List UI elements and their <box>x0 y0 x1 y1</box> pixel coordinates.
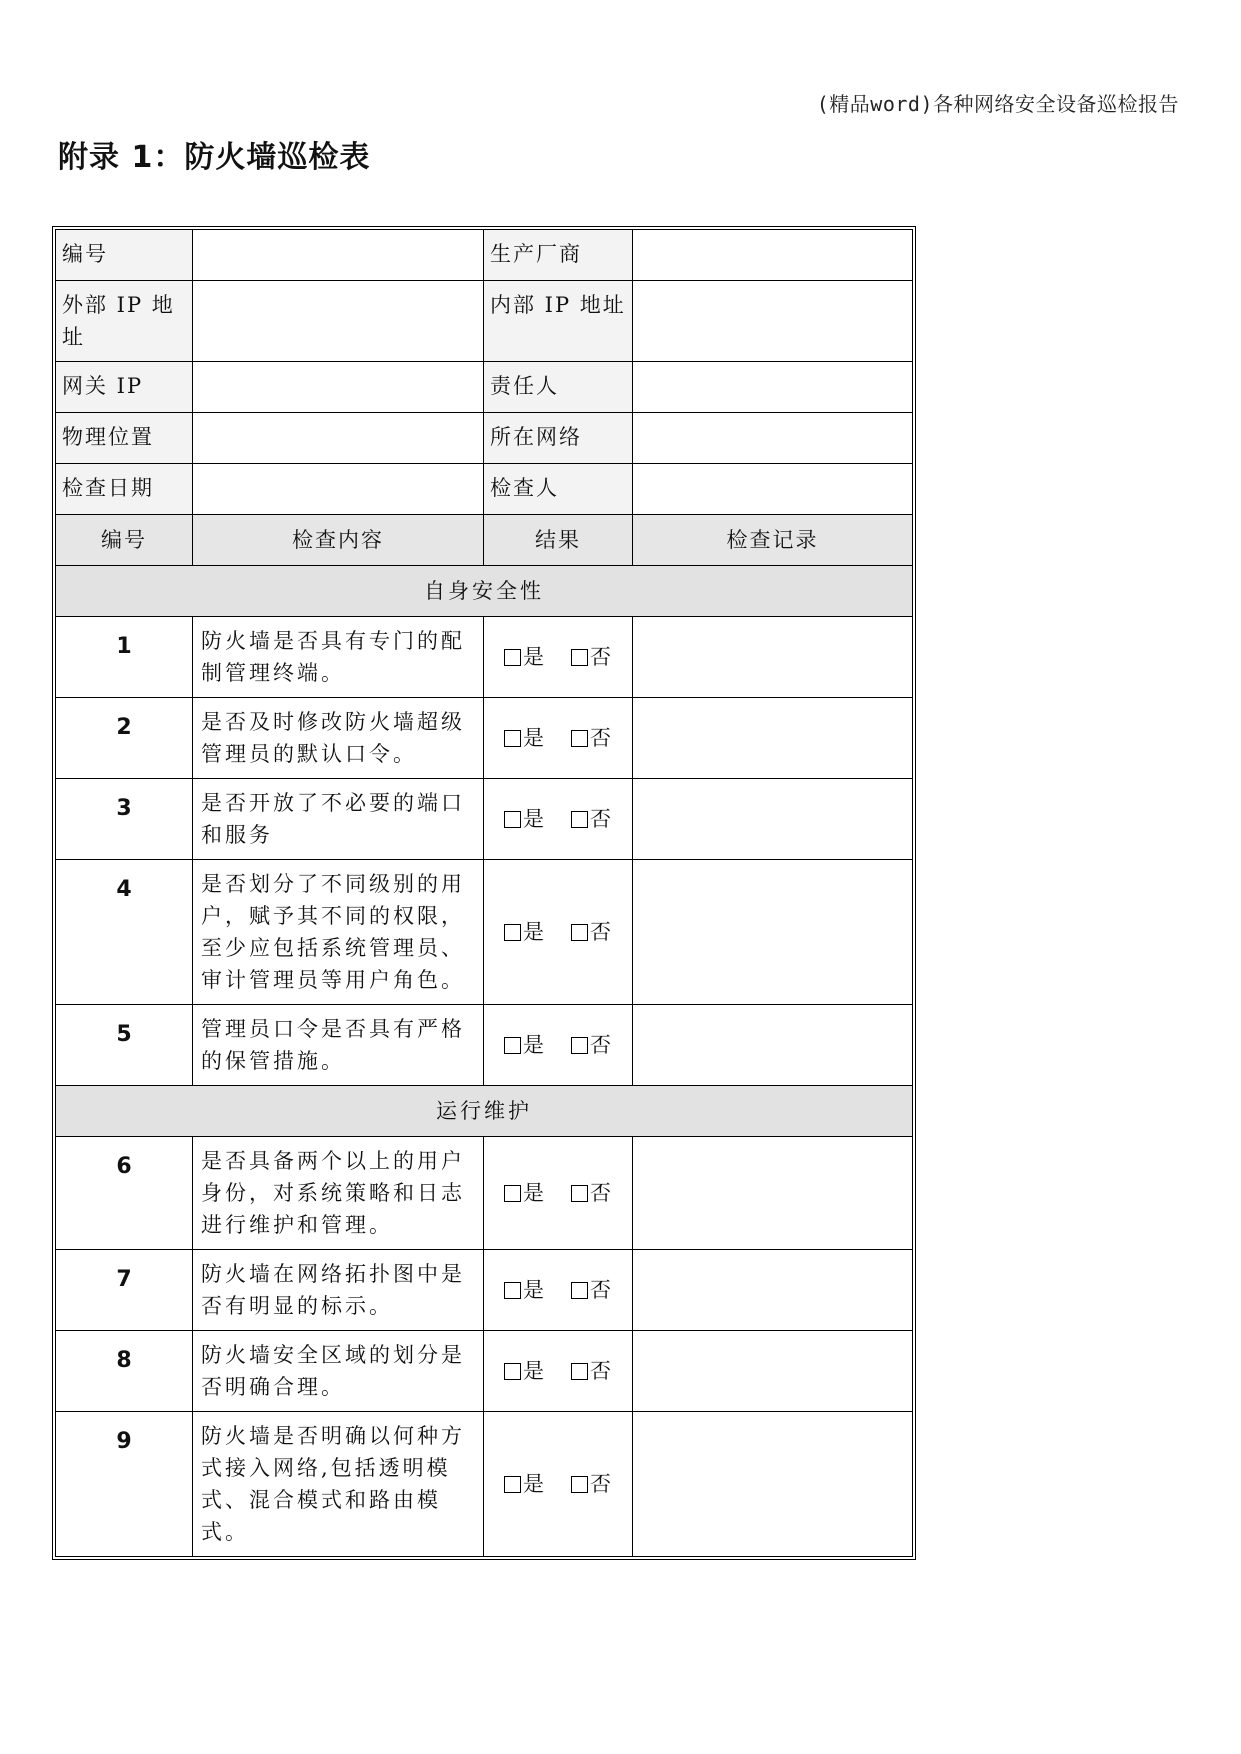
no-checkbox[interactable]: 否 <box>571 916 612 948</box>
section-row <box>56 566 913 617</box>
record-field[interactable] <box>633 617 913 698</box>
no-checkbox[interactable]: 否 <box>571 1029 612 1061</box>
no-checkbox[interactable]: 否 <box>571 803 612 835</box>
yes-checkbox[interactable]: 是 <box>504 803 545 835</box>
info-row <box>56 281 913 362</box>
item-content: 防火墙安全区域的划分是否明确合理。 <box>193 1331 484 1412</box>
no-checkbox[interactable]: 否 <box>571 641 612 673</box>
result-options <box>484 1005 633 1086</box>
column-header-content: 检查内容 <box>193 515 484 566</box>
item-number: 5 <box>56 1005 193 1086</box>
label-device-number: 编号 <box>56 230 193 281</box>
result-options <box>484 617 633 698</box>
item-content: 是否及时修改防火墙超级管理员的默认口令。 <box>193 698 484 779</box>
result-options <box>484 1331 633 1412</box>
manufacturer-value[interactable] <box>633 230 913 281</box>
section-self-security: 自身安全性 <box>56 566 913 617</box>
device-number-value[interactable] <box>193 230 484 281</box>
label-gateway-ip: 网关 IP <box>56 362 193 413</box>
column-header-number: 编号 <box>56 515 193 566</box>
item-content: 管理员口令是否具有严格的保管措施。 <box>193 1005 484 1086</box>
page-title: 附录 1：防火墙巡检表 <box>58 140 371 175</box>
record-field[interactable] <box>633 1331 913 1412</box>
table-row <box>56 1137 913 1250</box>
no-checkbox[interactable]: 否 <box>571 1177 612 1209</box>
no-checkbox[interactable]: 否 <box>571 1468 612 1500</box>
result-options <box>484 860 633 1005</box>
record-field[interactable] <box>633 698 913 779</box>
item-content: 防火墙是否明确以何种方式接入网络,包括透明模式、混合模式和路由模式。 <box>193 1412 484 1557</box>
firewall-inspection-table <box>55 229 913 1557</box>
table-row <box>56 617 913 698</box>
item-number: 4 <box>56 860 193 1005</box>
yes-checkbox[interactable]: 是 <box>504 1029 545 1061</box>
info-row <box>56 464 913 515</box>
label-internal-ip: 内部 IP 地址 <box>484 281 633 362</box>
info-row <box>56 413 913 464</box>
label-manufacturer: 生产厂商 <box>484 230 633 281</box>
table-row <box>56 860 913 1005</box>
yes-checkbox[interactable]: 是 <box>504 1468 545 1500</box>
inspection-table-wrapper <box>52 226 916 1560</box>
item-content: 是否开放了不必要的端口和服务 <box>193 779 484 860</box>
table-row <box>56 1005 913 1086</box>
result-options <box>484 1137 633 1250</box>
column-header-record: 检查记录 <box>633 515 913 566</box>
gateway-ip-value[interactable] <box>193 362 484 413</box>
item-number: 7 <box>56 1250 193 1331</box>
item-content: 防火墙在网络拓扑图中是否有明显的标示。 <box>193 1250 484 1331</box>
record-field[interactable] <box>633 1412 913 1557</box>
table-row <box>56 1412 913 1557</box>
section-row <box>56 1086 913 1137</box>
table-row <box>56 1331 913 1412</box>
yes-checkbox[interactable]: 是 <box>504 1274 545 1306</box>
table-row <box>56 1250 913 1331</box>
label-responsible-person: 责任人 <box>484 362 633 413</box>
item-number: 8 <box>56 1331 193 1412</box>
result-options <box>484 779 633 860</box>
yes-checkbox[interactable]: 是 <box>504 641 545 673</box>
label-external-ip: 外部 IP 地址 <box>56 281 193 362</box>
result-options <box>484 1412 633 1557</box>
yes-checkbox[interactable]: 是 <box>504 722 545 754</box>
section-operation-maintenance: 运行维护 <box>56 1086 913 1137</box>
internal-ip-value[interactable] <box>633 281 913 362</box>
table-row <box>56 698 913 779</box>
yes-checkbox[interactable]: 是 <box>504 916 545 948</box>
item-content: 是否具备两个以上的用户身份，对系统策略和日志进行维护和管理。 <box>193 1137 484 1250</box>
network-value[interactable] <box>633 413 913 464</box>
inspector-value[interactable] <box>633 464 913 515</box>
no-checkbox[interactable]: 否 <box>571 722 612 754</box>
record-field[interactable] <box>633 779 913 860</box>
yes-checkbox[interactable]: 是 <box>504 1355 545 1387</box>
document-header: (精品word)各种网络安全设备巡检报告 <box>816 92 1179 116</box>
external-ip-value[interactable] <box>193 281 484 362</box>
record-field[interactable] <box>633 860 913 1005</box>
item-number: 1 <box>56 617 193 698</box>
label-check-date: 检查日期 <box>56 464 193 515</box>
record-field[interactable] <box>633 1250 913 1331</box>
item-number: 9 <box>56 1412 193 1557</box>
record-field[interactable] <box>633 1005 913 1086</box>
item-content: 是否划分了不同级别的用户，赋予其不同的权限，至少应包括系统管理员、审计管理员等用户角色。 <box>193 860 484 1005</box>
result-options <box>484 698 633 779</box>
column-header-result: 结果 <box>484 515 633 566</box>
item-number: 2 <box>56 698 193 779</box>
item-number: 6 <box>56 1137 193 1250</box>
label-network: 所在网络 <box>484 413 633 464</box>
label-physical-location: 物理位置 <box>56 413 193 464</box>
check-date-value[interactable] <box>193 464 484 515</box>
column-header-row <box>56 515 913 566</box>
info-row <box>56 362 913 413</box>
info-row <box>56 230 913 281</box>
label-inspector: 检查人 <box>484 464 633 515</box>
no-checkbox[interactable]: 否 <box>571 1274 612 1306</box>
result-options <box>484 1250 633 1331</box>
physical-location-value[interactable] <box>193 413 484 464</box>
no-checkbox[interactable]: 否 <box>571 1355 612 1387</box>
item-content: 防火墙是否具有专门的配制管理终端。 <box>193 617 484 698</box>
item-number: 3 <box>56 779 193 860</box>
responsible-person-value[interactable] <box>633 362 913 413</box>
yes-checkbox[interactable]: 是 <box>504 1177 545 1209</box>
record-field[interactable] <box>633 1137 913 1250</box>
table-row <box>56 779 913 860</box>
